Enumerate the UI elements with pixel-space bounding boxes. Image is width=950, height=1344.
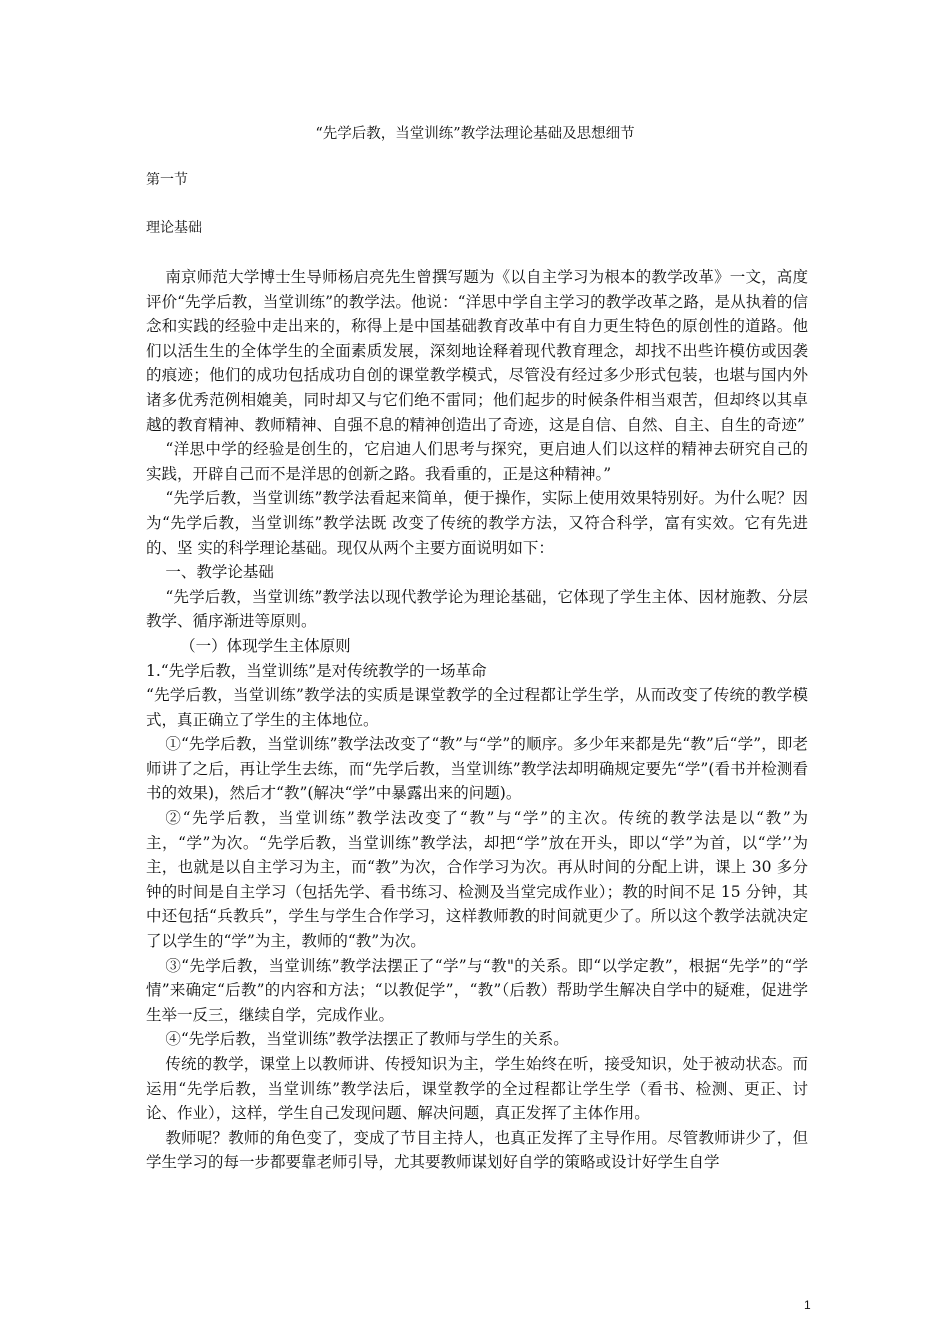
page-number: 1 bbox=[804, 1298, 811, 1312]
paragraph: 南京师范大学博士生导师杨启亮先生曾撰写题为《以自主学习为根本的教学改革》一文，高度评价“先学后教，当堂训练”的教学法。他说：“洋思中学自主学习的教学改革之路，是从执着的信念和实践的经验中走出来的，称得上是中国基础教育改革中有自力更生特色的原创性的道路。他们以活生生的全体学生的全面素质发展，深刻地诠释着现代教育理念，却找不出些许模仿或因袭的痕迹；他们的成功包括成功自创的课堂教学模式，尽管没有经过多少形式包装，也堪与国内外诸多优秀范例相媲美，同时却又与它们绝不雷同；他们起步的时候条件相当艰苦，但却终以其卓越的教育精神、教师精神、自强不息的精神创造出了奇迹，这是自信、自然、自主、自生的奇迹” bbox=[146, 268, 808, 434]
paragraph: ③“先学后教，当堂训练”教学法摆正了“学”与“教"的关系。即“以学定教”，根据“先学”的“学情”来确定“后教”的内容和方法；“以教促学”，“教”（后教）帮助学生解决自学中的疑难，促进学生举一反三，继续自学，完成作业。 bbox=[146, 956, 808, 1024]
section-heading: 第一节 bbox=[146, 172, 188, 188]
paragraph: “先学后教，当堂训练”教学法以现代教学论为理论基础，它体现了学生主体、因材施教、分层教学、循序渐进等原则。 bbox=[146, 587, 808, 631]
paragraph: （一）体现学生主体原则 bbox=[180, 636, 351, 655]
document-title: “先学后教，当堂训练”教学法理论基础及思想细节 bbox=[315, 126, 635, 142]
paragraph: ①“先学后教，当堂训练”教学法改变了“教”与“学”的顺序。多少年来都是先“教”后“学”，即老师讲了之后，再让学生去练，而“先学后教，当堂训练”教学法却明确规定要先“学”(看书并检测看书的效果)，然后才“教”(解决“学”中暴露出来的问题)。 bbox=[146, 735, 808, 803]
paragraph: 传统的教学，课堂上以教师讲、传授知识为主，学生始终在听，接受知识，处于被动状态。而运用“先学后教，当堂训练”教学法后，课堂教学的全过程都让学生学（看书、检测、更正、讨论、作业），这样，学生自己发现问题、解决问题，真正发挥了主体作用。 bbox=[146, 1055, 808, 1123]
paragraph: ②“先学后教，当堂训练”教学法改变了“教”与“学”的主次。传统的教学法是以“教”为主，“学”为次。“先学后教，当堂训练”教学法，却把“学”放在开头，即以“学”为首，以“学’’为主，也就是以自主学习为主，而“教”为次，合作学习为次。再从时间的分配上讲，课上 30 多分钟的时间是自主学习（包括先学、看书练习、检测及当堂完成作业）；教的时间不足 15 分钟，其中还包括“兵教兵”，学生与学生合作学习，这样教师教的时间就更少了。所以这个教学法就决定了以学生的“学”为主，教师的“教”为次。 bbox=[146, 809, 808, 951]
subsection-heading: 理论基础 bbox=[146, 220, 202, 236]
paragraph: “洋思中学的经验是创生的，它启迪人们思考与探究，更启迪人们以这样的精神去研究自己的实践，开辟自己而不是洋思的创新之路。我看重的，正是这种精神。” bbox=[146, 440, 808, 483]
paragraph: “先学后教，当堂训练”教学法的实质是课堂教学的全过程都让学生学，从而改变了传统的教学模式，真正确立了学生的主体地位。 bbox=[146, 686, 808, 729]
document-body bbox=[146, 265, 808, 1175]
paragraph: ④“先学后教，当堂训练”教学法摆正了教师与学生的关系。 bbox=[165, 1030, 569, 1049]
paragraph: 一、教学论基础 bbox=[165, 563, 274, 582]
paragraph: 1.“先学后教，当堂训练”是对传统教学的一场革命 bbox=[146, 661, 487, 680]
paragraph: “先学后教，当堂训练”教学法看起来简单，便于操作，实际上使用效果特别好。为什么呢？因为“先学后教，当堂训练”教学法既 改变了传统的教学方法，又符合科学，富有实效。它有先进的、坚 实的科学理论基础。现仅从两个主要方面说明如下： bbox=[146, 489, 808, 557]
paragraph: 教师呢？教师的角色变了，变成了节目主持人，也真正发挥了主导作用。尽管教师讲少了，但学生学习的每一步都要靠老师引导，尤其要教师谋划好自学的策略或设计好学生自学 bbox=[146, 1128, 808, 1172]
